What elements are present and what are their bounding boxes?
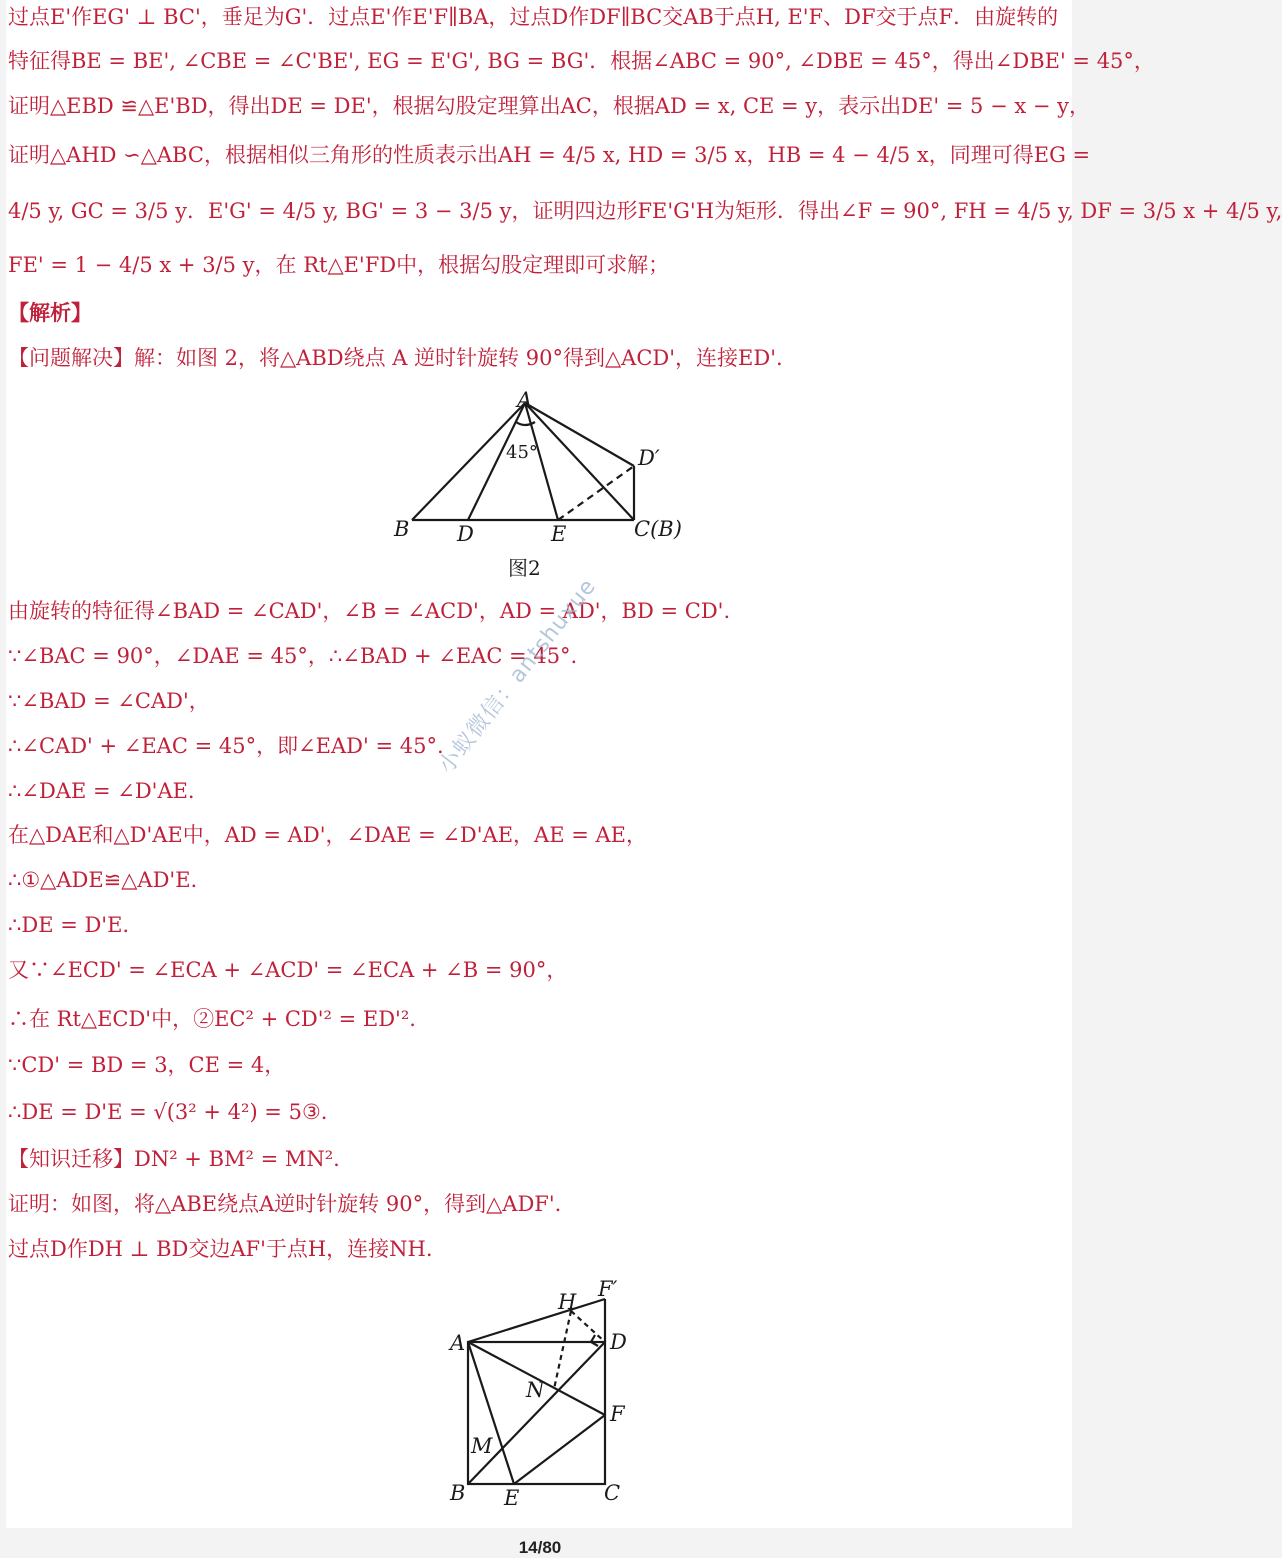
text-line: 由旋转的特征得∠BAD = ∠CAD'，∠B = ∠ACD'，AD = AD'，BD = CD'.: [8, 599, 731, 623]
fig2-label-A: A: [517, 388, 533, 412]
text-line: ∴在 Rt△ECD'中，②EC² + CD'² = ED'².: [8, 1007, 416, 1031]
fig3-label-A: A: [450, 1331, 466, 1355]
fig2-angle-label: 45°: [506, 442, 538, 463]
text-line: ∵∠BAC = 90°，∠DAE = 45°，∴∠BAD + ∠EAC = 45°.: [8, 644, 578, 668]
fig3-label-N: N: [526, 1378, 545, 1402]
fig2-label-B: B: [394, 517, 410, 541]
text-line: 在△DAE和△D'AE中，AD = AD'，∠DAE = ∠D'AE，AE = AE，: [8, 823, 647, 847]
figure-2: [390, 388, 710, 548]
text-line: 过点E'作EG' ⊥ BC'，垂足为G'．过点E'作E'F∥BA，过点D作DF∥BC交AB于点H, E'F、DF交于点F．由旋转的: [8, 5, 1059, 29]
fig3-label-C: C: [604, 1481, 621, 1505]
fig2-label-E: E: [551, 522, 567, 546]
text-line: 又∵∠ECD' = ∠ECA + ∠ACD' = ∠ECA + ∠B = 90°，: [8, 958, 568, 982]
fig3-label-E: E: [504, 1486, 520, 1510]
text-line: 证明△AHD ∽△ABC，根据相似三角形的性质表示出AH = 4/5 x, HD = 3/5 x，HB = 4 − 4/5 x，同理可得EG =: [8, 143, 1091, 167]
fig3-label-B: B: [450, 1481, 466, 1505]
section-heading: 【解析】: [8, 300, 92, 325]
text-line: FE' = 1 − 4/5 x + 3/5 y，在 Rt△E'FD中，根据勾股定理即可求解；: [8, 253, 670, 277]
text-line: ∴DE = D'E = √(3² + 4²) = 5③.: [8, 1100, 328, 1124]
fig3-label-M: M: [471, 1434, 493, 1458]
page-number: 14/80: [518, 1538, 562, 1557]
text-line: 【知识迁移】DN² + BM² = MN².: [8, 1147, 340, 1171]
text-line: 过点D作DH ⊥ BD交边AF'于点H，连接NH.: [8, 1237, 433, 1261]
text-line: ∵∠BAD = ∠CAD'，: [8, 689, 210, 713]
text-line: ∴∠DAE = ∠D'AE.: [8, 779, 195, 803]
fig3-label-Fp: F′: [598, 1277, 618, 1301]
figure-3: [440, 1275, 640, 1510]
text-line: ∵CD' = BD = 3，CE = 4，: [8, 1053, 286, 1077]
text-line: 证明△EBD ≌△E'BD，得出DE = DE'，根据勾股定理算出AC，根据AD = x, CE = y，表示出DE' = 5 − x − y，: [8, 94, 1091, 118]
text-line: 【问题解决】解：如图 2，将△ABD绕点 A 逆时针旋转 90°得到△ACD'，连接ED'.: [8, 346, 783, 370]
figure-2-caption: 图2: [508, 556, 541, 580]
text-line: ∴DE = D'E.: [8, 913, 130, 937]
watermark: 小蚁微信：antshuxue: [433, 574, 602, 779]
text-line: 证明：如图，将△ABE绕点A逆时针旋转 90°，得到△ADF'.: [8, 1192, 562, 1216]
text-line: ∴∠CAD' + ∠EAC = 45°，即∠EAD' = 45°.: [8, 734, 444, 758]
fig3-label-H: H: [558, 1290, 577, 1314]
fig2-label-C: C(B): [634, 517, 682, 541]
text-line: 4/5 y, GC = 3/5 y．E'G' = 4/5 y, BG' = 3 − 3/5 y，证明四边形FE'G'H为矩形．得出∠F = 90°, FH = 4/5 y, DF = 3/5 x + 4/5 y,: [8, 199, 1282, 223]
text-line: ∴①△ADE≌△AD'E.: [8, 868, 198, 892]
fig3-label-D: D: [610, 1330, 627, 1354]
fig2-label-Dp: D′: [638, 446, 660, 470]
fig3-label-F: F: [610, 1402, 625, 1426]
fig2-label-D: D: [457, 522, 474, 546]
text-line: 特征得BE = BE', ∠CBE = ∠C'BE', EG = E'G', BG = BG'．根据∠ABC = 90°, ∠DBE = 45°，得出∠DBE' = 45°，: [8, 49, 1155, 73]
